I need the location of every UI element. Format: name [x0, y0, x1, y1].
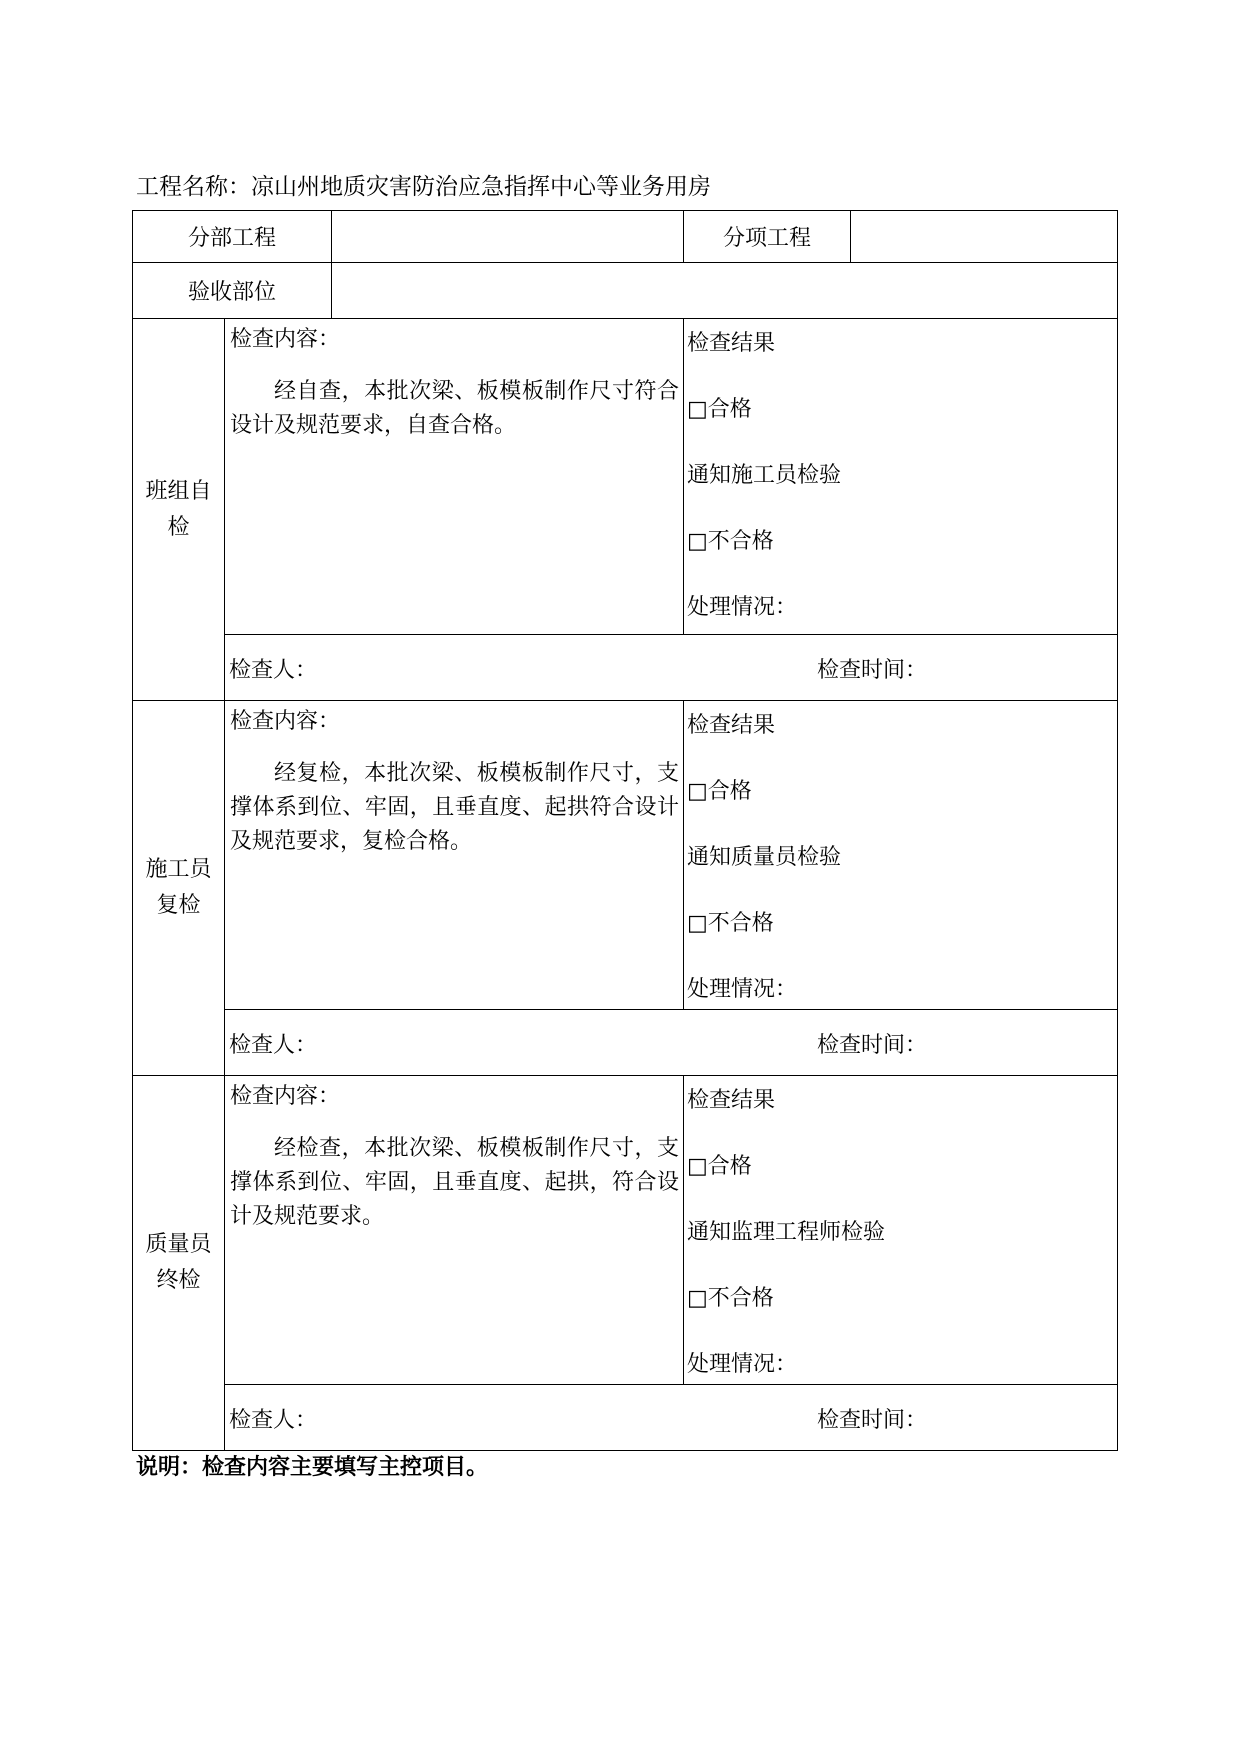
content-cell: [225, 701, 684, 1010]
pass-checkbox[interactable]: □合格: [687, 779, 752, 804]
inspection-time-label: 检查时间：: [817, 657, 928, 683]
sign-cell: [225, 1385, 1118, 1451]
pass-checkbox[interactable]: □合格: [687, 397, 752, 422]
inspector-label: 检查人：: [229, 1407, 318, 1433]
result-cell: [684, 701, 1118, 1010]
result-cell: [684, 319, 1118, 635]
location-label: 验收部位: [133, 263, 332, 319]
inspection-time-label: 检查时间：: [817, 1032, 928, 1058]
stage-label: 质量员终检: [133, 1076, 225, 1451]
section-final-check-content-row: [133, 1076, 1118, 1385]
item-label: 分项工程: [684, 211, 851, 263]
section-self-check-content-row: [133, 319, 1118, 635]
project-name-label: 工程名称：: [136, 174, 251, 200]
item-value-field[interactable]: [851, 211, 1118, 263]
handling-label: 处理情况：: [687, 595, 798, 620]
notify-text: 通知施工员检验: [687, 463, 842, 488]
inspection-form-table: [132, 210, 1118, 1451]
notify-text: 通知监理工程师检验: [687, 1220, 886, 1245]
fail-checkbox[interactable]: □不合格: [687, 529, 774, 554]
content-cell: [225, 319, 684, 635]
result-title: 检查结果: [687, 331, 776, 356]
inspection-time-label: 检查时间：: [817, 1407, 928, 1433]
footnote: 说明：检查内容主要填写主控项目。: [136, 1454, 489, 1480]
notify-text: 通知质量员检验: [687, 845, 842, 870]
content-title: 检查内容：: [230, 709, 341, 734]
project-name-line: [136, 168, 711, 201]
content-body: 经检查，本批次梁、板模板制作尺寸，支撑体系到位、牢固，且垂直度、起拱，符合设计及规范要求。: [230, 1136, 680, 1229]
division-label: 分部工程: [133, 211, 332, 263]
inspector-label: 检查人：: [229, 657, 318, 683]
sign-cell: [225, 635, 1118, 701]
fail-checkbox[interactable]: □不合格: [687, 1286, 774, 1311]
pass-checkbox[interactable]: □合格: [687, 1154, 752, 1179]
inspector-label: 检查人：: [229, 1032, 318, 1058]
division-row: [133, 211, 1118, 263]
content-body: 经复检，本批次梁、板模板制作尺寸，支撑体系到位、牢固，且垂直度、起拱符合设计及规范要求，复检合格。: [230, 761, 680, 854]
content-title: 检查内容：: [230, 327, 341, 352]
content-cell: [225, 1076, 684, 1385]
section-self-check-sign-row: [133, 635, 1118, 701]
section-recheck-content-row: [133, 701, 1118, 1010]
handling-label: 处理情况：: [687, 1352, 798, 1377]
content-body: 经自查，本批次梁、板模板制作尺寸符合设计及规范要求，自查合格。: [230, 379, 680, 438]
stage-label: 班组自检: [133, 319, 225, 701]
handling-label: 处理情况：: [687, 977, 798, 1002]
section-final-check-sign-row: [133, 1385, 1118, 1451]
result-cell: [684, 1076, 1118, 1385]
fail-checkbox[interactable]: □不合格: [687, 911, 774, 936]
stage-label: 施工员复检: [133, 701, 225, 1076]
result-title: 检查结果: [687, 1088, 776, 1113]
location-value-field[interactable]: [332, 263, 1118, 319]
project-name-value: 凉山州地质灾害防治应急指挥中心等业务用房: [251, 174, 711, 200]
location-row: [133, 263, 1118, 319]
section-recheck-sign-row: [133, 1010, 1118, 1076]
content-title: 检查内容：: [230, 1084, 341, 1109]
result-title: 检查结果: [687, 713, 776, 738]
division-value-field[interactable]: [332, 211, 684, 263]
sign-cell: [225, 1010, 1118, 1076]
